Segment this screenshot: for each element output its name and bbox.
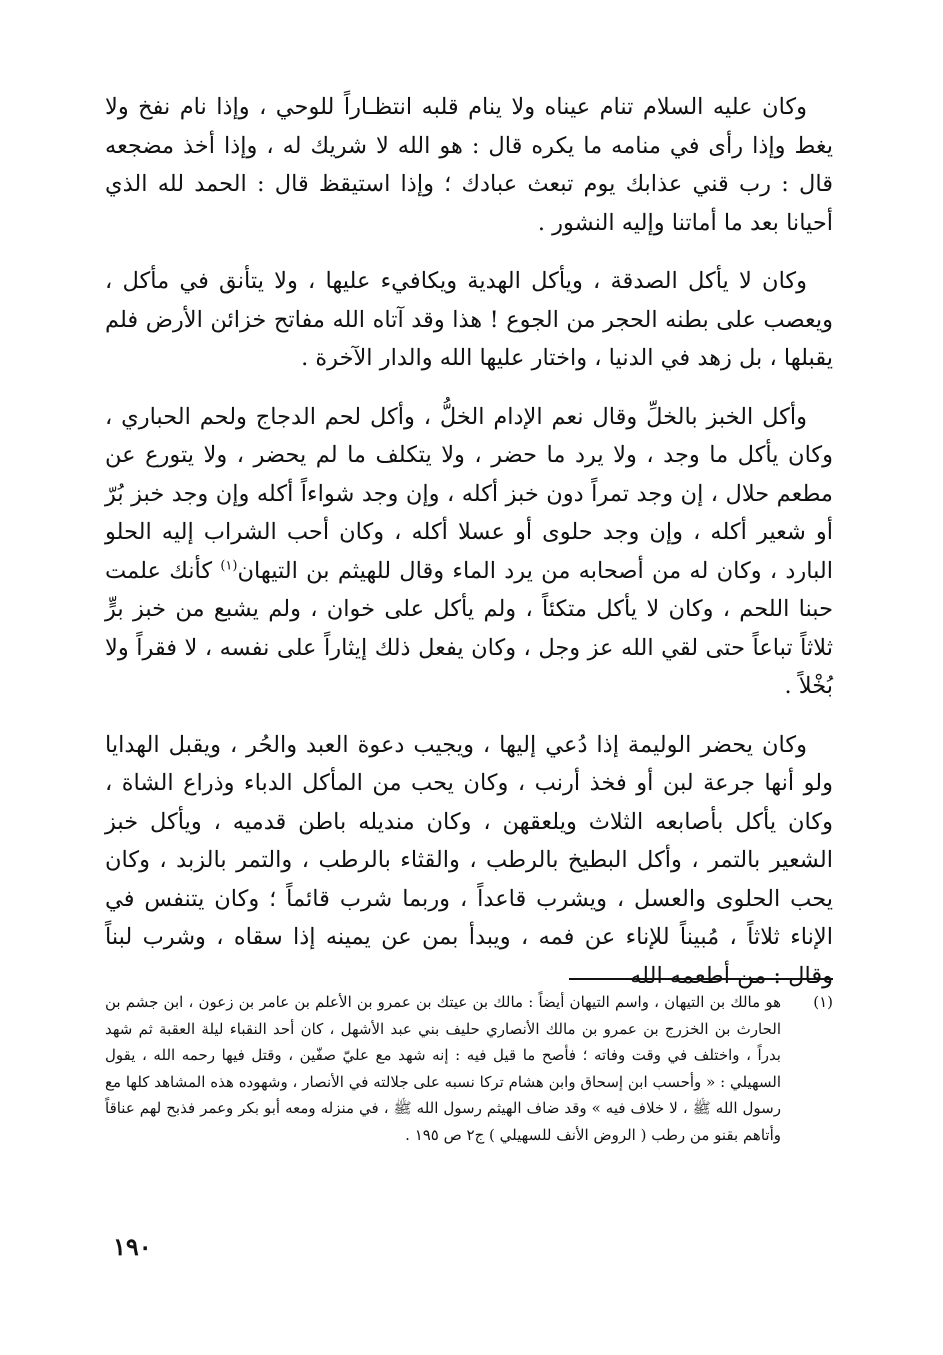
footnote-reference[interactable]: (١) xyxy=(220,558,238,573)
footnote-number: (١) xyxy=(813,993,833,1011)
footnote-item xyxy=(105,989,833,1148)
paragraph-banquet: وكان يحضر الوليمة إذا دُعي إليها ، ويجيب دعوة العبد والحُر ، ويقبل الهدايا ولو أنها جرعة لبن أو فخذ أرنب ، وكان يحب من المأكل الدباء وذراع الشاة ، وكان يأكل بأصابعه الثلاث ويلعقهن ، وكان منديله باطن قدميه ، ويأكل خبز الشعير بالتمر ، وأكل البطيخ بالرطب ، والقثاء بالرطب ، والتمر بالزبد ، وكان يحب الحلوى والعسل ، ويشرب قاعداً ، وربما شرب قائماً ؛ وكان يتنفس في الإناء ثلاثاً ، مُبيناً للإناء عن فمه ، ويبدأ بمن عن يمينه إذا سقاه ، وشرب لبناً وقال : من أطعمه الله xyxy=(105,731,833,989)
main-text xyxy=(105,88,833,1015)
paragraph-charity: وكان لا يأكل الصدقة ، ويأكل الهدية ويكافيء عليها ، ولا يتأنق في مأكل ، ويعصب على بطنه الحجر من الجوع ! هذا وقد آتاه الله مفاتح خزائن الأرض فلم يقبلها ، بل زهد في الدنيا ، واختار عليها الله والدار الآخرة . xyxy=(105,268,833,371)
footnote-text: هو مالك بن التيهان ، واسم التيهان أيضاً : مالك بن عيتك بن عمرو بن الأعلم بن عامر بن زعون ، ابن جشم بن الحارث بن الخزرج بن عمرو بن مالك الأنصاري حليف بني عبد الأشهل ، كان أحد النقباء ليلة العقبة ثم شهد بدراً ، واختلف في وقت وفاته ؛ فأصح ما قيل فيه : إنه شهد مع عليّ صفّين ، وقتل فيها رحمه الله ، يقول السهيلي : « وأحسب ابن إسحاق وابن هشام تركا نسبه على جلالته في الأنصار ، وشهوده هذه المشاهد كلها مع رسول الله ﷺ ، لا خلاف فيه » وقد ضاف الهيثم رسول الله ﷺ ، في منزله ومعه أبو بكر وعمر فذبح لهم عناقاً وأتاهم بقنو من رطب ( الروض الأنف للسهيلي ) ج٢ ص ١٩٥ . xyxy=(105,993,781,1144)
footnotes xyxy=(105,989,833,1148)
footnote-divider xyxy=(569,978,833,980)
paragraph-sleep: وكان عليه السلام تنام عيناه ولا ينام قلبه انتظـاراً للوحي ، وإذا نام نفخ ولا يغط وإذا رأى في منامه ما يكره قال : هو الله لا شريك له ، وإذا أخذ مضجعه قال : رب قني عذابك يوم تبعث عبادك ؛ وإذا استيقظ قال : الحمد لله الذي أحيانا بعد ما أماتنا وإليه النشور . xyxy=(105,94,833,236)
page-number: ١٩٠ xyxy=(113,1232,152,1261)
paragraph-food xyxy=(105,398,833,706)
paragraph-food-part-2: كأنك علمت حبنا اللحم ، وكان لا يأكل متكئاً ، ولم يأكل على خوان ، ولم يشبع من خبز برٍّ ثلاثاً تباعاً حتى لقي الله عز وجل ، وكان يفعل ذلك إيثاراً على نفسه ، لا فقراً ولا بُخْلاً . xyxy=(105,557,833,699)
paragraph-food-part-1: وأكل الخبز بالخلِّ وقال نعم الإدام الخلُّ ، وأكل لحم الدجاج ولحم الحباري ، وكان يأكل ما وجد ، ولا يرد ما حضر ، ولا يتكلف ما لم يحضر ، ولا يتورع عن مطعم حلال ، إن وجد تمراً دون خبز أكله ، وإن وجد شواءاً أكله وإن وجد خبز بُرّ أو شعير أكله ، وإن وجد حلوى أو عسلا أكله ، وكان أحب الشراب إليه الحلو البارد ، وكان له من أصحابه من يرد الماء وقال للهيثم بن التيهان xyxy=(105,403,833,584)
